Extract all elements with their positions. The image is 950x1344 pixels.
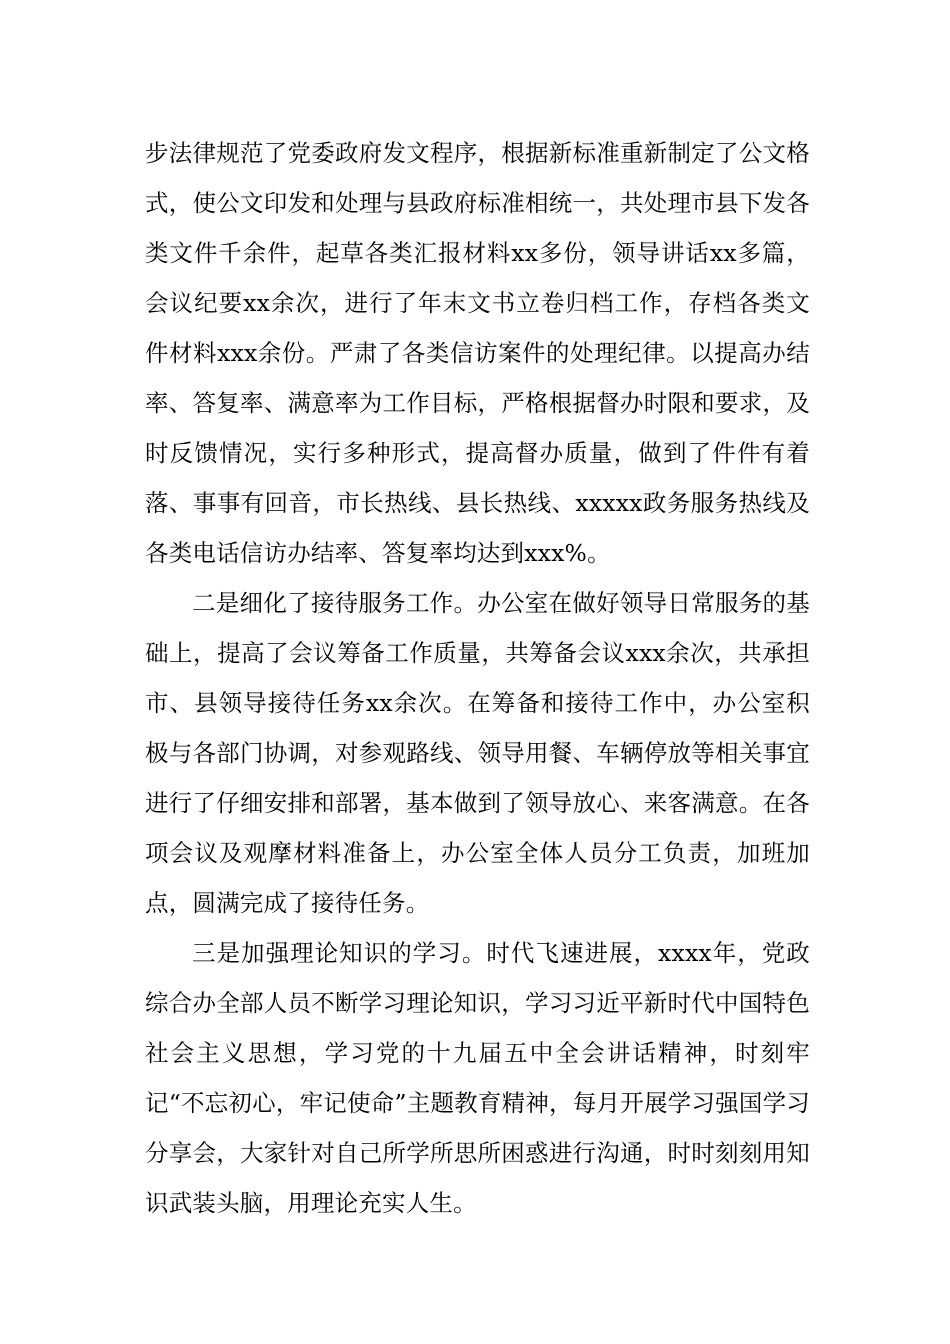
paragraph-theory-study: 三是加强理论知识的学习。时代飞速进展，xxxx年，党政综合办全部人员不断学习理论知识，学习习近平新时代中国特色社会主义思想，学习党的十九届五中全会讲话精神，时刻牢记“不忘初心，牢记使命”主题教育精神，每月开展学习强国学习分享会，大家针对自己所学所思所困惑进行沟通，时时刻刻用知识武装头脑，用理论充实人生。 [145,939,810,1217]
document-body [145,128,810,1228]
paragraph-continuation: 步法律规范了党委政府发文程序，根据新标准重新制定了公文格式，使公文印发和处理与县政府标准相统一，共处理市县下发各类文件千余件，起草各类汇报材料xx多份，领导讲话xx多篇，会议纪要xx余次，进行了年末文书立卷归档工作，存档各类文件材料xxx余份。严肃了各类信访案件的处理纪律。以提高办结率、答复率、满意率为工作目标，严格根据督办时限和要求，及时反馈情况，实行多种形式，提高督办质量，做到了件件有着落、事事有回音，市长热线、县长热线、xxxxx政务服务热线及各类电话信访办结率、答复率均达到xxx%。 [145,139,810,567]
paragraph-reception-service: 二是细化了接待服务工作。办公室在做好领导日常服务的基础上，提高了会议筹备工作质量，共筹备会议xxx余次，共承担市、县领导接待任务xx余次。在筹备和接待工作中，办公室积极与各部门协调，对参观路线、领导用餐、车辆停放等相关事宜进行了仔细安排和部署，基本做到了领导放心、来客满意。在各项会议及观摩材料准备上，办公室全体人员分工负责，加班加点，圆满完成了接待任务。 [145,589,810,917]
